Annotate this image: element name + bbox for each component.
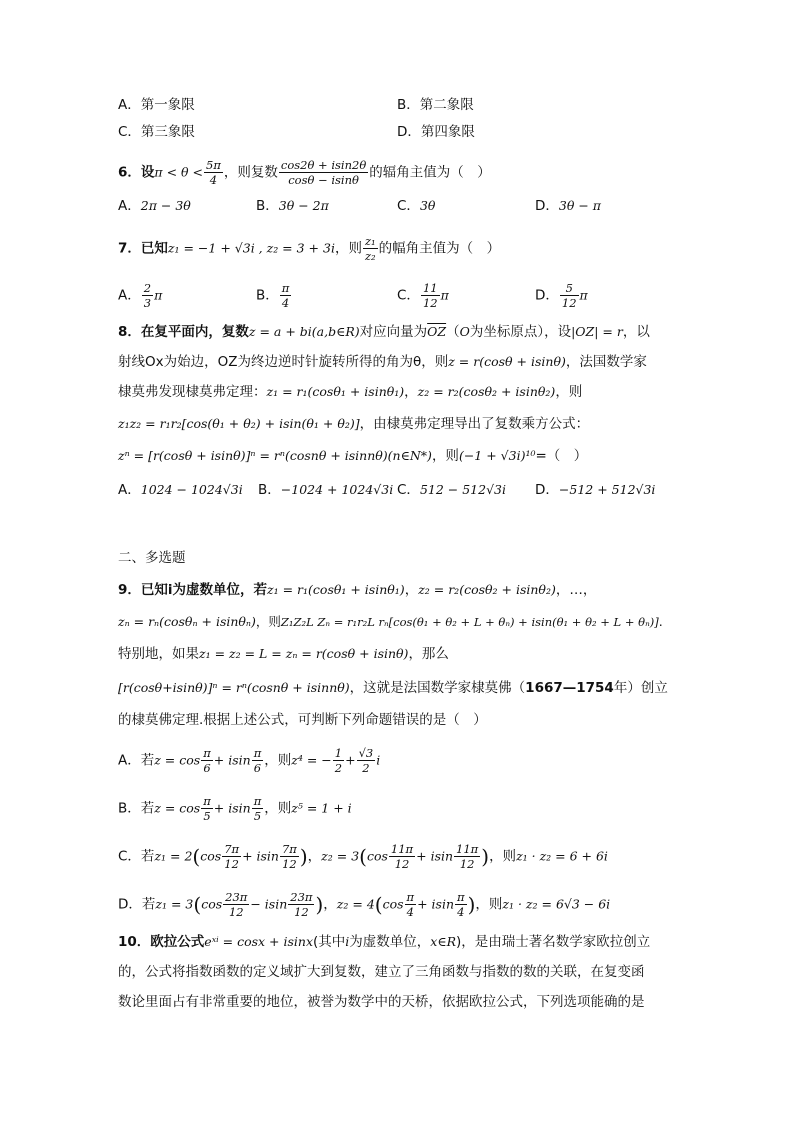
- q8-vector-oz: $\overline{OZ}$: [427, 324, 447, 339]
- q9-line-5: 的棣莫佛定理.根据上述公式，可判断下列命题错误的是（ ）: [118, 712, 487, 728]
- q7-prefix: 7．已知: [118, 240, 168, 257]
- q6-cond: π < θ <: [154, 164, 204, 180]
- q5-option-d[interactable]: D．第四象限: [397, 124, 475, 140]
- q8-line-2: 射线Ox为始边，OZ为终边逆时针旋转所得的角为θ，则z = r(cosθ + isinθ)，法国数学家: [118, 354, 647, 370]
- q8-option-d[interactable]: D．−512 + 512√3i: [535, 482, 656, 498]
- q8-line-5: zⁿ = [r(cosθ + isinθ)]ⁿ = rⁿ(cosnθ + isinnθ)(n∈N*)，则(−1 + √3i)¹⁰=（ ）: [118, 448, 588, 464]
- q8-option-c[interactable]: C．512 − 512√3i: [397, 482, 506, 498]
- q9-line-4: [r(cosθ+isinθ)]ⁿ = rⁿ(cosnθ + isinnθ)，这就是法国数学家棣莫佛（1667—1754年）创立: [118, 680, 668, 696]
- q6-mid: ，则复数: [223, 164, 278, 181]
- q6-suffix: 的辐角主值为（ ）: [369, 164, 491, 181]
- q9-option-d[interactable]: D．若z₁ = 3(cos $\frac{23\pi}{12}$ − isin $\frac{23\pi}{12}$ )，z₂ = 4(cos $\frac{\pi}{4}$ + isin $\frac{\pi}{4}$ )，则z₁ · z₂ = 6√3 − 6i: [118, 890, 611, 919]
- q9-option-c[interactable]: C．若z₁ = 2(cos $\frac{7\pi}{12}$ + isin $\frac{7\pi}{12}$ )，z₂ = 3(cos $\frac{11\pi}{12}$ + isin $\frac{11\pi}{12}$ )，则z₁ · z₂ = 6 + 6i: [118, 842, 608, 871]
- q9-option-b[interactable]: B．若z = cos $\frac{\pi}{5}$ + isin $\frac{\pi}{5}$ ，则z⁵ = 1 + i: [118, 794, 352, 823]
- q6-option-a[interactable]: A．2π − 3θ: [118, 198, 191, 214]
- q10-line-1: 10．欧拉公式eˣⁱ = cosx + isinx(其中i为虚数单位，x∈R)，是由瑞士著名数学家欧拉创立: [118, 934, 651, 950]
- q5-option-b[interactable]: B．第二象限: [397, 97, 474, 113]
- q7-expr: z₁ = −1 + √3i , z₂ = 3 + 3i: [167, 240, 335, 256]
- q8-line-3: 棣莫弗发现棣莫弗定理：z₁ = r₁(cosθ₁ + isinθ₁)，z₂ = r₂(cosθ₂ + isinθ₂)，则: [118, 384, 583, 400]
- section-heading: 二、多选题: [118, 550, 186, 566]
- q7-option-a[interactable]: A． $\frac{2}{3}$ π: [118, 281, 163, 310]
- q8-line-4: z₁z₂ = r₁r₂[cos(θ₁ + θ₂) + isin(θ₁ + θ₂)]，由棣莫弗定理导出了复数乘方公式：: [118, 416, 590, 432]
- q8-option-a[interactable]: A．1024 − 1024√3i: [118, 482, 243, 498]
- q9-line-2: zₙ = rₙ(cosθₙ + isinθₙ)，则Z₁Z₂L Zₙ = r₁r₂L rₙ[cos(θ₁ + θ₂ + L + θₙ) + isin(θ₁ + θ₂ + L + θₙ)].: [118, 614, 663, 629]
- q5-option-a[interactable]: A．第一象限: [118, 97, 195, 113]
- q6-prefix: 6．设: [118, 164, 155, 181]
- q7-option-c[interactable]: C． $\frac{11}{12}$ π: [397, 281, 449, 310]
- q9-line-1: 9．已知i为虚数单位，若z₁ = r₁(cosθ₁ + isinθ₁)，z₂ = r₂(cosθ₂ + isinθ₂)，…，: [118, 582, 597, 598]
- q10-line-2: 的，公式将指数函数的定义域扩大到复数，建立了三角函数与指数的数的关联，在复变函: [118, 964, 645, 980]
- q8-option-b[interactable]: B．−1024 + 1024√3i: [258, 482, 394, 498]
- q6-option-c[interactable]: C．3θ: [397, 198, 436, 214]
- q6-cond-frac: $\frac{5\pi}{4}$: [206, 158, 221, 187]
- q6-expr-frac: $\frac{\cos 2\theta + isin2\theta}{\cos\theta - isin\theta}$: [280, 158, 367, 187]
- q7-frac: $\frac{\text{z₁}}{\text{z₂}}$: [364, 234, 376, 263]
- q6-stem: [118, 158, 491, 187]
- q5-option-c[interactable]: C．第三象限: [118, 124, 195, 140]
- q7-option-b[interactable]: B． $\frac{\pi}{4}$: [256, 281, 290, 310]
- q10-line-3: 数论里面占有非常重要的地位，被誉为数学中的天桥，依据欧拉公式，下列选项能确的是: [118, 994, 645, 1010]
- q6-option-b[interactable]: B．3θ − 2π: [256, 198, 329, 214]
- q8-line-1: 8．在复平面内，复数z = a + bi(a,b∈R)对应向量为$\overline{OZ}(O$为坐标原点），设|OZ| = r，以: [118, 324, 650, 340]
- q7-stem: 7．已知z₁ = −1 + √3i , z₂ = 3 + 3i，则 $\frac{\text{z₁}}{\text{z₂}}$ 的幅角主值为（ ）: [118, 234, 501, 263]
- q6-option-d[interactable]: D．3θ − π: [535, 198, 602, 214]
- q9-option-a[interactable]: A．若z = cos $\frac{\pi}{6}$ + isin $\frac{\pi}{6}$ ，则z⁴ = − $\frac{1}{2}$ + $\frac{√3}{2}$ i: [118, 746, 381, 775]
- q7-option-d[interactable]: D． $\frac{5}{12}$ π: [535, 281, 588, 310]
- q9-line-3: 特别地，如果z₁ = z₂ = L = zₙ = r(cosθ + isinθ)，那么: [118, 646, 449, 662]
